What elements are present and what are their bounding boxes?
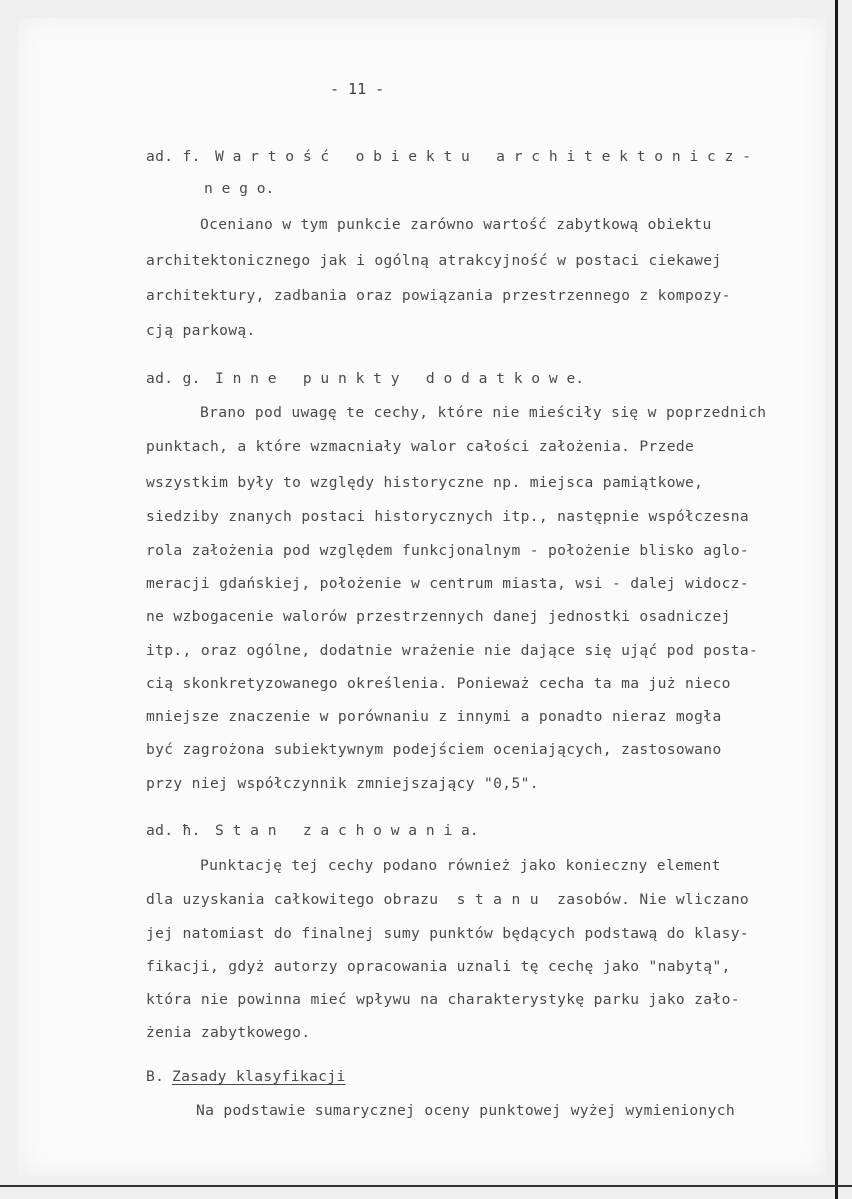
section-h-body-line: fikacji, gdyż autorzy opracowania uznali tę cechę jako "nabytą", (146, 958, 731, 975)
section-h-body-line: dla uzyskania całkowitego obrazu s t a n u zasobów. Nie wliczano (146, 891, 749, 908)
section-g-body-line: rola założenia pod względem funkcjonalnym - położenie blisko aglo- (146, 542, 749, 559)
section-f-heading-line1: W a r t o ś ć o b i e k t u a r c h i t e k t o n i c z - (215, 148, 751, 165)
section-g-body-line: wszystkim były to względy historyczne np. miejsca pamiątkowe, (146, 474, 704, 491)
section-g-body-line: Brano pod uwagę te cechy, które nie mieściły się w poprzednich (200, 404, 767, 421)
section-f-marker: ad. f. (146, 148, 201, 165)
section-g-heading: I n n e p u n k t y d o d a t k o w e. (215, 370, 585, 387)
section-g-body-line: siedziby znanych postaci historycznych itp., następnie współczesna (146, 508, 749, 525)
section-h-body-line: jej natomiast do finalnej sumy punktów będących podstawą do klasy- (146, 925, 749, 942)
section-f-body-line: cją parkową. (146, 322, 256, 339)
section-f-body-line: architektonicznego jak i ogólną atrakcyjność w postaci ciekawej (146, 252, 722, 269)
scan-edge-right (835, 0, 838, 1199)
section-g-body-line: meracji gdańskiej, położenie w centrum miasta, wsi - dalej widocz- (146, 575, 749, 592)
section-g-body-line: itp., oraz ogólne, dodatnie wrażenie nie dające się ująć pod posta- (146, 642, 759, 659)
section-b-heading: Zasady klasyfikacji (172, 1068, 346, 1085)
section-f-body-line: architektury, zadbania oraz powiązania przestrzennego z kompozy- (146, 287, 731, 304)
section-b-body-line: Na podstawie sumarycznej oceny punktowej wyżej wymienionych (196, 1102, 736, 1119)
section-f-body-line: Oceniano w tym punkcie zarówno wartość zabytkową obiektu (200, 216, 712, 233)
section-h-marker: ad. ħ. (146, 822, 201, 839)
section-h-body-line: żenia zabytkowego. (146, 1024, 311, 1041)
section-g-body-line: cią skonkretyzowanego określenia. Ponieważ cecha ta ma już nieco (146, 675, 731, 692)
section-h-heading: S t a n z a c h o w a n i a. (215, 822, 479, 839)
section-g-body-line: mniejsze znaczenie w porównaniu z innymi a ponadto nieraz mogła (146, 708, 722, 725)
section-b-marker: B. (146, 1068, 165, 1085)
section-h-body-line: Punktację tej cechy podano również jako konieczny element (200, 857, 721, 874)
section-g-body-line: punktach, a które wzmacniały walor całości założenia. Przede (146, 438, 695, 455)
page-number: - 11 - (330, 80, 385, 98)
section-h-body-line: która nie powinna mieć wpływu na charakterystykę parku jako zało- (146, 991, 740, 1008)
section-g-marker: ad. g. (146, 370, 201, 387)
scan-edge-bottom (0, 1185, 852, 1187)
section-g-body-line: być zagrożona subiektywnym podejściem oceniających, zastosowano (146, 741, 722, 758)
section-f-heading-line2: n e g o. (204, 180, 275, 197)
section-g-body-line: ne wzbogacenie walorów przestrzennych danej jednostki osadniczej (146, 608, 731, 625)
section-g-body-line: przy niej współczynnik zmniejszający "0,5". (146, 775, 539, 792)
